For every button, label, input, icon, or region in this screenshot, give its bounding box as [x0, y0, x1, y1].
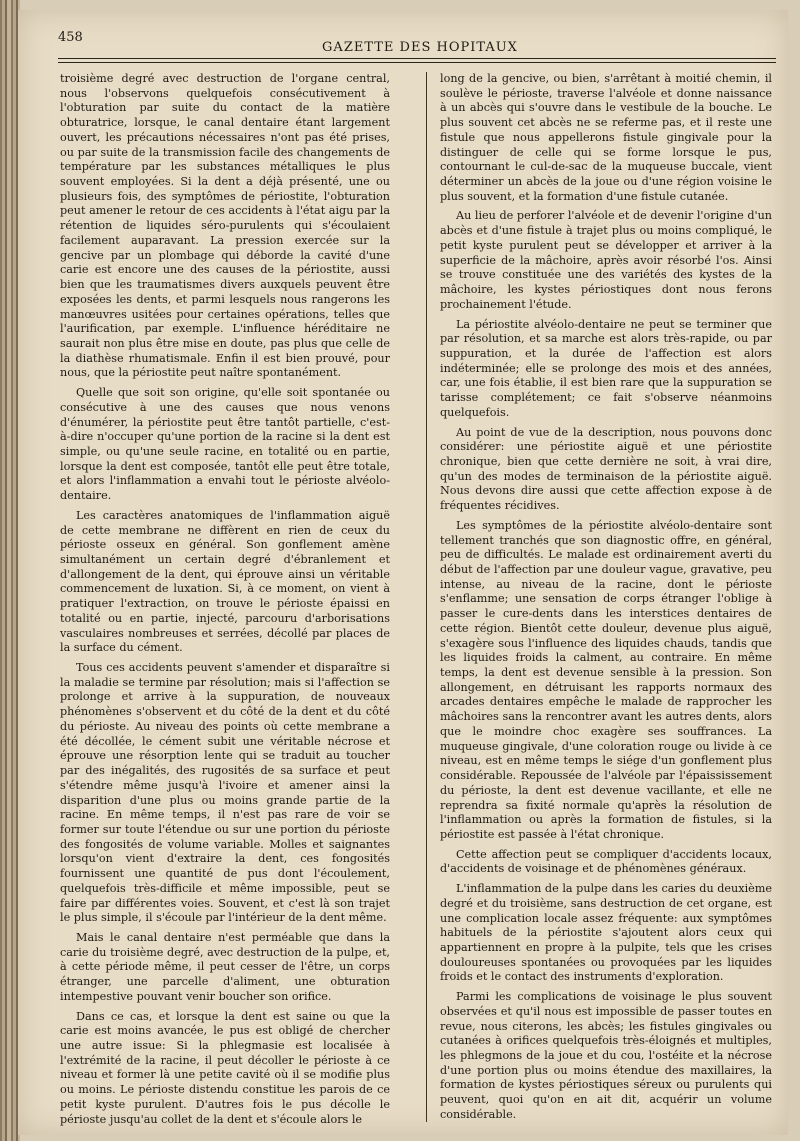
running-title: GAZETTE DES HOPITAUX: [322, 40, 518, 55]
paragraph: Au lieu de perforer l'alvéole et de devenir l'origine d'un abcès et d'une fistule à trajet plus ou moins compliqué, le petit kyste purulent peut se développer et arriver à la superficie de la mâchoire, après avoir résorbé l'os. Ainsi se trouve constituée une des variétés des kystes de la mâchoire, les kystes périostiques dont nous ferons prochainement l'étude.: [440, 209, 772, 311]
paragraph: Les symptômes de la périostite alvéolo-dentaire sont tellement tranchés que son diagnostic offre, en général, peu de difficultés. Le malade est ordinairement averti du début de l'affection par une douleur vague, gravative, peu intense, au niveau de la racine, dont le périoste s'enflamme; une sensation de corps étranger l'oblige à passer le cure-dents dans les interstices dentaires de cette région. Bientôt cette douleur, devenue plus aiguë, s'exagère sous l'influence des liquides chauds, tandis que les liquides froids la calment, au contraire. En même temps, la dent est devenue sensible à la pression. Son allongement, en détruisant les rapports normaux des arcades dentaires empêche le malade de rapprocher les mâchoires sans la rencontrer avant les autres dents, alors que le moindre choc exagère ses souffrances. La muqueuse gingivale, d'une coloration rouge ou livide à ce niveau, est en même temps le siége d'un gonflement plus considérable. Repoussée de l'alvéole par l'épaississement du périoste, la dent est devenue vacillante, et elle ne reprendra sa fixité normale qu'après la résolution de l'inflammation ou après la formation de fistules, si la périostite est passée à l'état chronique.: [440, 518, 772, 841]
page-number: 458: [58, 30, 83, 45]
paragraph: Mais le canal dentaire n'est perméable que dans la carie du troisième degré, avec destruction de la pulpe, et, à cette période même, il peut cesser de l'être, un corps étranger, une parcelle d'aliment, une obturation intempestive pouvant venir boucher son orifice.: [60, 930, 390, 1003]
paragraph: Tous ces accidents peuvent s'amender et disparaître si la maladie se termine par résolution; mais si l'affection se prolonge et arrive à la suppuration, de nouveaux phénomènes s'observent et du côté de la dent et du côté du périoste. Au niveau des points où cette membrane a été décollée, le cément subit une véritable nécrose et éprouve une résorption lente qui se traduit au toucher par des inégalités, des rugosités de sa surface et peut s'étendre même jusqu'à l'ivoire et amener ainsi la disparition d'une plus ou moins grande partie de la racine. En même temps, il n'est pas rare de voir se former sur toute l'étendue ou sur une portion du périoste des fongosités de volume variable. Molles et saignantes lorsqu'on vient d'extraire la dent, ces fongosités fournissent une quantité de pus dont l'écoulement, quelquefois très-difficile et même impossible, peut se faire par différentes voies. Souvent, et c'est là son trajet le plus simple, il s'écoule par l'intérieur de la dent même.: [60, 661, 390, 925]
right-column: [440, 72, 772, 1128]
paragraph: L'inflammation de la pulpe dans les caries du deuxième degré et du troisième, sans destruction de cet organe, est une complication locale assez fréquente: aux symptômes habituels de la périostite s'ajoutent alors ceux qui appartiennent en propre à la pulpite, tels que les crises douloureuses spontanées ou provoquées par les liquides froids et le contact des instruments d'exploration.: [440, 882, 772, 984]
paragraph: Quelle que soit son origine, qu'elle soit spontanée ou consécutive à une des causes que nous venons d'énumérer, la périostite peut être tantôt partielle, c'est-à-dire n'occuper qu'une portion de la racine si la dent est simple, ou qu'une seule racine, en totalité ou en partie, lorsque la dent est composée, tantôt elle peut être totale, et alors l'inflammation a envahi tout le périoste alvéolo-dentaire.: [60, 386, 390, 503]
paragraph: Au point de vue de la description, nous pouvons donc considérer: une périostite aiguë et une périostite chronique, bien que cette dernière ne soit, à vrai dire, qu'un des modes de terminaison de la périostite aiguë. Nous devons dire aussi que cette affection expose à de fréquentes récidives.: [440, 425, 772, 513]
column-divider: [426, 72, 427, 1122]
left-column: [60, 72, 390, 1132]
header-rule: [58, 58, 776, 59]
paragraph: La périostite alvéolo-dentaire ne peut se terminer que par résolution, et sa marche est alors très-rapide, ou par suppuration, et la durée de l'affection est alors indéterminée; elle se prolonge des mois et des années, car, une fois établie, il est bien rare que la suppuration se tarisse complétement; ce fait s'observe néanmoins quelquefois.: [440, 317, 772, 419]
header-rule-second: [58, 62, 776, 63]
paragraph: Les caractères anatomiques de l'inflammation aiguë de cette membrane ne diffèrent en rien de ceux du périoste osseux en général. Son gonflement amène simultanément un certain degré d'ébranlement et d'allongement de la dent, qui éprouve ainsi un véritable commencement de luxation. Si, à ce moment, on vient à pratiquer l'extraction, on trouve le périoste épaissi en totalité ou en partie, injecté, parcouru d'arborisations vasculaires nombreuses et serrées, décollé par places de la surface du cément.: [60, 508, 390, 655]
book-binding-edge: [0, 0, 20, 1141]
paragraph: troisième degré avec destruction de l'organe central, nous l'observons quelquefois consécutivement à l'obturation par suite du contact de la matière obturatrice, lorsque, le canal dentaire étant largement ouvert, les précautions nécessaires n'ont pas été prises, ou par suite de la transmission facile des changements de température par les substances métalliques le plus souvent employées. Si la dent a déjà présenté, une ou plusieurs fois, des symptômes de périostite, l'obturation peut amener le retour de ces accidents à l'état aigu par la rétention de liquides séro-purulents qui s'écoulaient facilement auparavant. La pression exercée sur la gencive par un plombage qui déborde la cavité d'une carie est encore une des causes de la périostite, aussi bien que les traumatismes divers auxquels peuvent être exposées les dents, et parmi lesquels nous rangerons les manœuvres usitées pour certaines opérations, telles que l'aurification, par exemple. L'influence héréditaire ne saurait non plus être mise en doute, pas plus que celle de la diathèse rhumatismale. Enfin il est bien prouvé, pour nous, que la périostite peut naître spontanément.: [60, 72, 390, 380]
paragraph: Cette affection peut se compliquer d'accidents locaux, d'accidents de voisinage et de phénomènes généraux.: [440, 847, 772, 876]
paragraph: long de la gencive, ou bien, s'arrêtant à moitié chemin, il soulève le périoste, traverse l'alvéole et donne naissance à un abcès qui s'ouvre dans le vestibule de la bouche. Le plus souvent cet abcès ne se referme pas, et il reste une fistule que nous appellerons fistule gingivale pour la distinguer de celle qui se forme lorsque le pus, contournant le cul-de-sac de la muqueuse buccale, vient déterminer un abcès de la joue ou d'une région voisine le plus souvent, et la formation d'une fistule cutanée.: [440, 72, 772, 203]
paragraph: Dans ce cas, et lorsque la dent est saine ou que la carie est moins avancée, le pus est obligé de chercher une autre issue: Si la phlegmasie est localisée à l'extrémité de la racine, il peut décoller le périoste à ce niveau et former là une petite cavité où il se modifie plus ou moins. Le périoste distendu constitue les parois de ce petit kyste purulent. D'autres fois le pus décolle le périoste jusqu'au collet de la dent et s'écoule alors le: [60, 1009, 390, 1126]
paragraph: Parmi les complications de voisinage le plus souvent observées et qu'il nous est impossible de passer toutes en revue, nous citerons, les abcès; les fistules gingivales ou cutanées à orifices quelquefois très-éloignés et multiples, les phlegmons de la joue et du cou, l'ostéite et la nécrose d'une portion plus ou moins étendue des maxillaires, la formation de kystes périostiques séreux ou purulents qui peuvent, quoi qu'on en ait dit, acquérir un volume considérable.: [440, 990, 772, 1121]
